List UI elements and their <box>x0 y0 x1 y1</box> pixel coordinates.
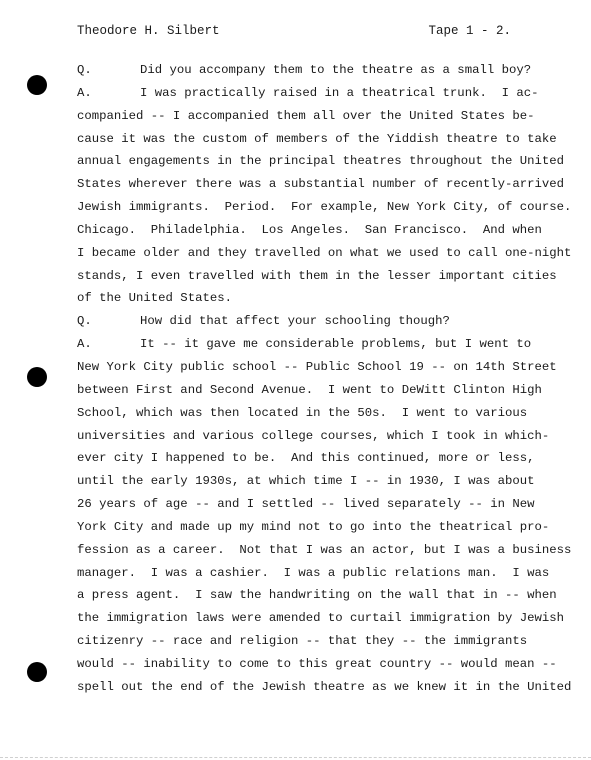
line-text: School, which was then located in the 50s. I went to various <box>77 405 528 420</box>
transcript-line <box>77 287 527 310</box>
line-text: annual engagements in the principal theatres throughout the United <box>77 154 565 169</box>
line-text: Did you accompany them to the theatre as a small boy? <box>140 63 532 77</box>
line-text: I was practically raised in a theatrical trunk. I ac- <box>140 85 539 100</box>
line-text: stands, I even travelled with them in the lesser important cities <box>77 268 557 283</box>
transcript-line <box>77 105 535 128</box>
transcript-line <box>77 242 572 265</box>
transcript-line <box>77 310 527 333</box>
line-text: the immigration laws were amended to curtail immigration by Jewish <box>77 611 565 626</box>
line-text: Jewish immigrants. Period. For example, New York City, of course. <box>77 200 572 215</box>
transcript-line <box>77 539 572 562</box>
line-text: universities and various college courses, which I took in which- <box>77 428 550 443</box>
transcript-body <box>77 59 572 699</box>
transcript-line <box>77 196 572 219</box>
transcript-line <box>77 356 557 379</box>
transcript-line <box>77 82 539 105</box>
transcript-line <box>77 333 532 356</box>
line-text: manager. I was a cashier. I was a public relations man. I was <box>77 565 550 580</box>
transcript-line <box>77 676 572 699</box>
transcript-line <box>77 630 527 653</box>
header-tape-number: Tape 1 - 2. <box>428 24 511 38</box>
transcript-line <box>77 562 550 585</box>
transcript-line <box>77 128 557 151</box>
line-text: until the early 1930s, at which time I -- in 1930, I was about <box>77 474 535 489</box>
line-text: would -- inability to come to this great country -- would mean -- <box>77 656 557 671</box>
page-bottom-edge <box>0 757 591 758</box>
line-text: 26 years of age -- and I settled -- lived separately -- in New <box>77 497 535 512</box>
transcript-line <box>77 584 557 607</box>
punch-hole-middle <box>27 367 47 387</box>
transcript-line <box>77 265 557 288</box>
transcript-line <box>77 493 535 516</box>
line-text: States wherever there was a substantial number of recently-arrived <box>77 177 565 192</box>
line-text: ever city I happened to be. And this continued, more or less, <box>77 451 535 466</box>
speaker-label: A. <box>77 85 92 100</box>
line-text: between First and Second Avenue. I went to DeWitt Clinton High <box>77 382 542 397</box>
punch-hole-top <box>27 75 47 95</box>
header-interviewee-name: Theodore H. Silbert <box>77 24 220 38</box>
speaker-label: A. <box>77 337 92 352</box>
line-text: New York City public school -- Public School 19 -- on 14th Street <box>77 359 557 374</box>
line-text: Chicago. Philadelphia. Los Angeles. San Francisco. And when <box>77 222 542 237</box>
line-text: It -- it gave me considerable problems, but I went to <box>140 337 532 352</box>
speaker-label: Q. <box>77 314 92 329</box>
line-text: fession as a career. Not that I was an actor, but I was a business <box>77 542 572 557</box>
punch-hole-bottom <box>27 662 47 682</box>
transcript-line <box>77 607 565 630</box>
page-header <box>77 24 517 44</box>
transcript-line <box>77 653 557 676</box>
transcript-line <box>77 516 550 539</box>
transcript-line <box>77 402 527 425</box>
transcript-line <box>77 470 535 493</box>
line-text: companied -- I accompanied them all over the United States be- <box>77 108 535 123</box>
transcript-line <box>77 150 565 173</box>
line-text: I became older and they travelled on what we used to call one-night <box>77 245 572 260</box>
line-text: cause it was the custom of members of the Yiddish theatre to take <box>77 131 557 146</box>
transcript-line <box>77 447 535 470</box>
transcript-line <box>77 379 542 402</box>
line-text: of the United States. <box>77 291 232 306</box>
line-text: citizenry -- race and religion -- that they -- the immigrants <box>77 634 528 649</box>
transcript-line <box>77 425 550 448</box>
line-text: York City and made up my mind not to go into the theatrical pro- <box>77 519 550 534</box>
line-text: a press agent. I saw the handwriting on the wall that in -- when <box>77 588 557 603</box>
line-text: How did that affect your schooling though? <box>140 314 450 329</box>
transcript-line <box>77 59 532 82</box>
line-text: spell out the end of the Jewish theatre as we knew it in the United <box>77 679 572 694</box>
speaker-label: Q. <box>77 63 92 77</box>
transcript-line <box>77 173 565 196</box>
transcript-line <box>77 219 542 242</box>
